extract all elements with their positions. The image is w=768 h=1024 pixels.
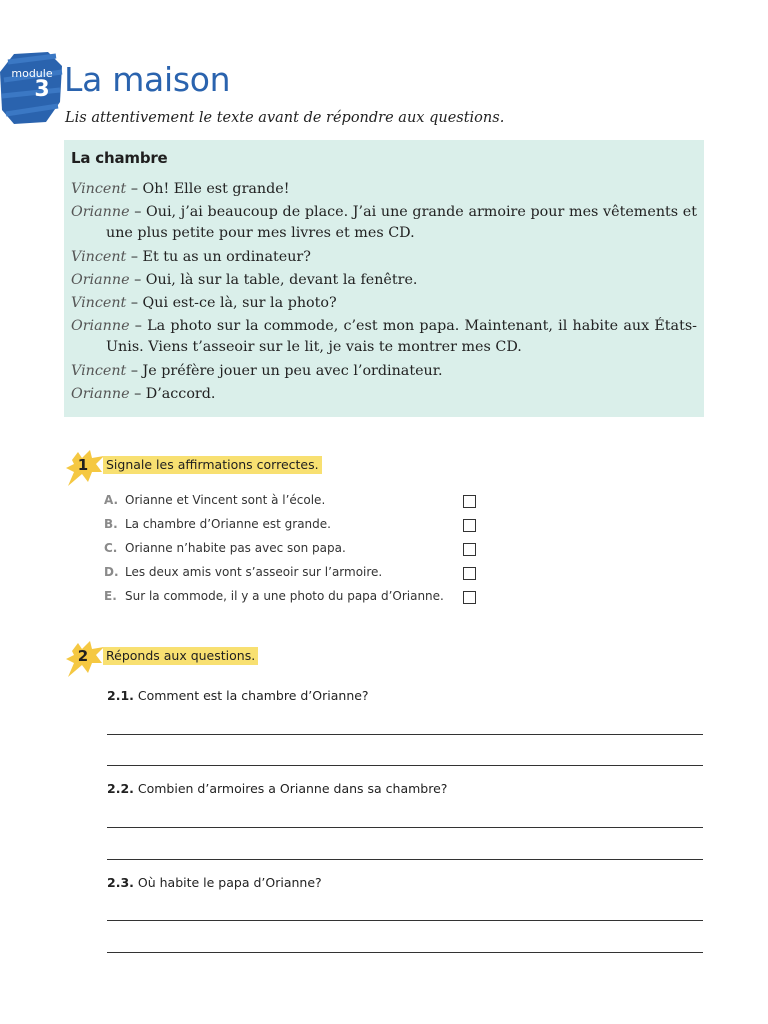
question-2-3 — [107, 875, 322, 890]
list-item — [104, 540, 484, 564]
speaker-name: Orianne — [71, 386, 130, 403]
answer-line[interactable] — [107, 765, 703, 766]
module-label: module — [11, 67, 53, 80]
speaker-name: Vincent — [71, 362, 127, 379]
item-letter: E. — [104, 589, 117, 603]
question-text: Combien d’armoires a Orianne dans sa chambre? — [133, 781, 448, 796]
dialogue-text: – Oui, là sur la table, devant la fenêtre. — [129, 271, 418, 288]
dialogue-text: – Et tu as un ordinateur? — [126, 248, 311, 265]
dialogue-line — [71, 270, 697, 291]
question-number: 2.2. — [107, 781, 134, 796]
item-letter: C. — [104, 541, 118, 555]
dialogue-text: – Oui, j’ai beaucoup de place. J’ai une grande armoire pour mes vêtements et une plus petite pour mes livres et mes CD. — [106, 204, 697, 242]
question-text: Comment est la chambre d’Orianne? — [133, 688, 369, 703]
item-text: La chambre d’Orianne est grande. — [125, 517, 331, 531]
dialogue-line — [71, 179, 697, 200]
answer-line[interactable] — [107, 920, 703, 921]
question-number: 2.3. — [107, 875, 134, 890]
statement-list — [104, 492, 484, 612]
dialogue-text: – Oh! Elle est grande! — [126, 181, 290, 197]
speaker-name: Orianne — [71, 204, 130, 221]
answer-checkbox[interactable] — [463, 567, 476, 580]
item-text: Les deux amis vont s’asseoir sur l’armoire. — [125, 565, 383, 579]
dialogue-text: – D’accord. — [129, 386, 216, 403]
question-text: Où habite le papa d’Orianne? — [133, 875, 322, 890]
module-badge — [0, 50, 64, 126]
answer-line[interactable] — [107, 952, 703, 953]
answer-checkbox[interactable] — [463, 591, 476, 604]
item-letter: D. — [104, 565, 119, 579]
item-text: Orianne n’habite pas avec son papa. — [125, 541, 346, 555]
item-letter: B. — [104, 517, 118, 531]
answer-checkbox[interactable] — [463, 495, 476, 508]
list-item — [104, 588, 484, 612]
speaker-name: Orianne — [71, 271, 130, 288]
answer-checkbox[interactable] — [463, 543, 476, 556]
dialogue-line — [71, 361, 697, 382]
question-2-1 — [107, 688, 369, 703]
item-text: Orianne et Vincent sont à l’école. — [125, 493, 326, 507]
dialogue-line — [71, 293, 697, 314]
speaker-name: Orianne — [71, 318, 130, 335]
exercise-number: 2 — [77, 647, 89, 665]
page-title: La maison — [64, 60, 231, 99]
reading-title: La chambre — [71, 149, 168, 167]
dialogue-line — [71, 316, 697, 358]
speaker-name: Vincent — [71, 248, 127, 265]
exercise-2-heading — [66, 641, 286, 677]
dialogue-text: – Qui est-ce là, sur la photo? — [126, 295, 337, 312]
reading-passage — [64, 140, 704, 417]
instruction-text: Lis attentivement le texte avant de répondre aux questions. — [65, 110, 505, 126]
dialogue-text: – La photo sur la commode, c’est mon papa. Maintenant, il habite aux États-Unis. Viens t’asseoir sur le lit, je vais te montrer mes CD. — [106, 318, 697, 356]
dialogue-line — [71, 384, 697, 405]
exercise-instruction: Réponds aux questions. — [103, 647, 258, 665]
exercise-1-heading — [66, 450, 336, 486]
answer-checkbox[interactable] — [463, 519, 476, 532]
speaker-name: Vincent — [71, 295, 127, 312]
module-number: 3 — [34, 77, 50, 102]
answer-line[interactable] — [107, 734, 703, 735]
list-item — [104, 516, 484, 540]
question-2-2 — [107, 781, 447, 796]
dialogue-text: – Je préfère jouer un peu avec l’ordinateur. — [126, 362, 443, 379]
exercise-instruction: Signale les affirmations correctes. — [103, 456, 322, 474]
list-item — [104, 492, 484, 516]
dialogue-line — [71, 247, 697, 268]
item-letter: A. — [104, 493, 119, 507]
speaker-name: Vincent — [71, 181, 127, 197]
exercise-number: 1 — [77, 456, 89, 474]
item-text: Sur la commode, il y a une photo du papa d’Orianne. — [125, 589, 444, 603]
dialogue-line — [71, 202, 697, 244]
answer-line[interactable] — [107, 827, 703, 828]
list-item — [104, 564, 484, 588]
answer-line[interactable] — [107, 859, 703, 860]
question-number: 2.1. — [107, 688, 134, 703]
